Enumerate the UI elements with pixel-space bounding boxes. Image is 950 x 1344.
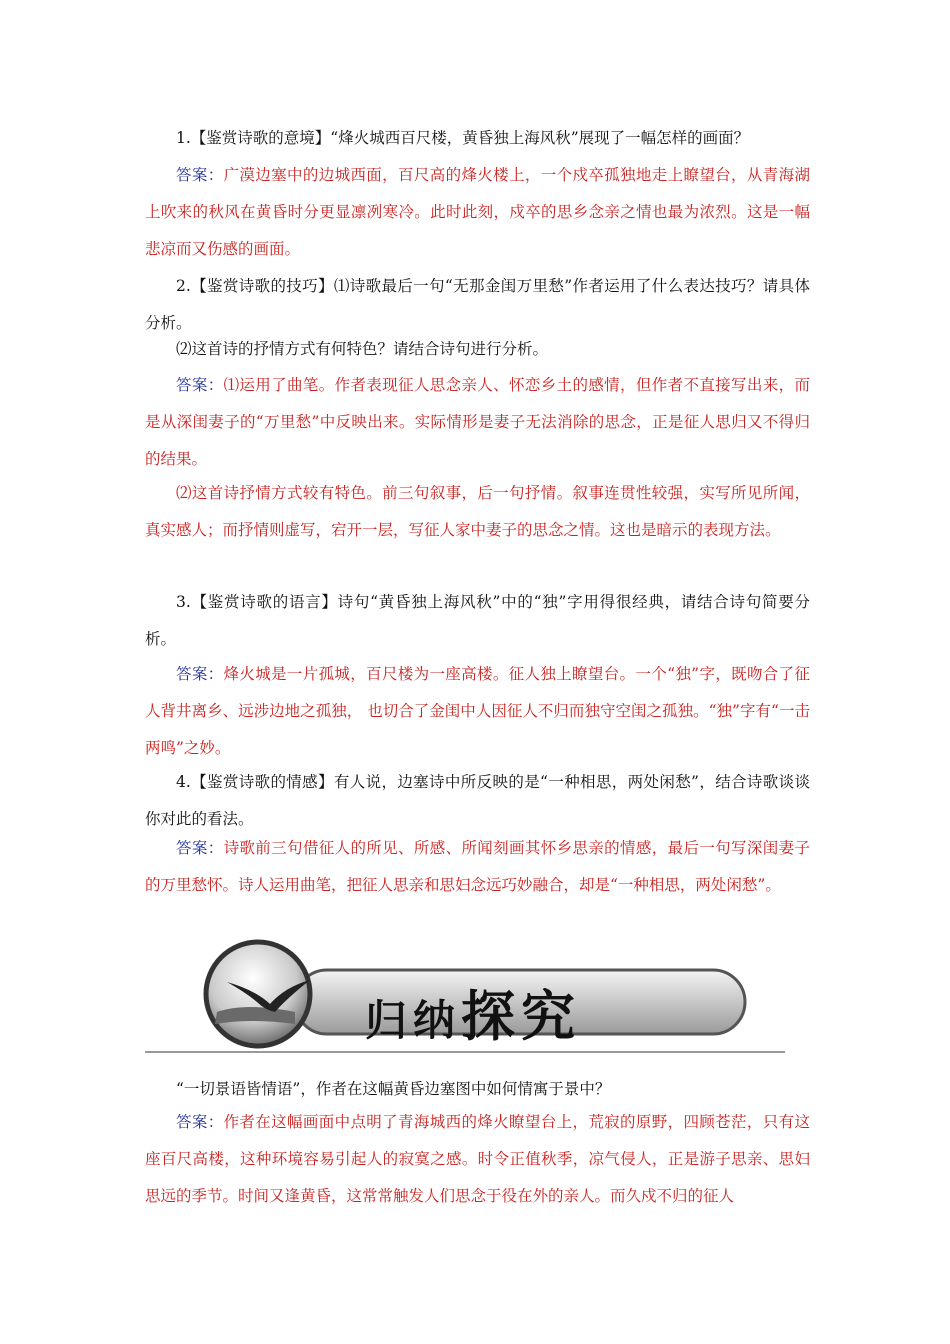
- section-title-a: 归纳: [365, 996, 462, 1045]
- answer-text: ⑴运用了曲笔。作者表现征人思念亲人、怀恋乡土的感情，但作者不直接写出来，而是从深闺妻子的“万里愁”中反映出来。实际情形是妻子无法消除的思念，正是征人思归又不得归的结果。: [145, 376, 810, 468]
- answer-text: 诗歌前三句借征人的所见、所感、所闻刻画其怀乡思亲的情感，最后一句写深闺妻子的万里愁怀。诗人运用曲笔，把征人思亲和思妇念远巧妙融合，却是“一种相思，两处闲愁”。: [145, 839, 810, 894]
- answer-text: 作者在这幅画面中点明了青海城西的烽火瞭望台上，荒寂的原野，四顾苍茫，只有这座百尺高楼，这种环境容易引起人的寂寞之感。时令正值秋季，凉气侵人，正是游子思亲、思妇思远的季节。时间又逢黄昏，这常常触发人们思念于役在外的亲人。而久戍不归的征人: [145, 1113, 810, 1205]
- question-2: 2.【鉴赏诗歌的技巧】⑴诗歌最后一句“无那金闺万里愁”作者运用了什么表达技巧？请具体分析。: [145, 277, 810, 332]
- question-2-sub: ⑵这首诗的抒情方式有何特色？请结合诗句进行分析。: [176, 340, 549, 358]
- answer-label: 答案：: [176, 1113, 224, 1131]
- answer-2b: ⑵这首诗抒情方式较有特色。前三句叙事，后一句抒情。叙事连贯性较强，实写所见所闻，真实感人；而抒情则虚写，宕开一层，写征人家中妻子的思念之情。这也是暗示的表现方法。: [145, 484, 810, 539]
- final-answer: [145, 1104, 810, 1215]
- answer-2a: [145, 367, 810, 478]
- answer-text: 广漠边塞中的边城西面，百尺高的烽火楼上，一个戍卒孤独地走上瞭望台，从青海湖上吹来的秋风在黄昏时分更显凛冽寒冷。此时此刻，戍卒的思乡念亲之情也最为浓烈。这是一幅悲凉而又伤感的画面。: [145, 166, 810, 258]
- answer-4: [145, 830, 810, 904]
- answer-text: 烽火城是一片孤城，百尺楼为一座高楼。征人独上瞭望台。一个“独”字，既吻合了征人背井离乡、远涉边地之孤独， 也切合了金闺中人因征人不归而独守空闺之孤独。“独”字有“一击两鸣”之妙。: [145, 665, 810, 757]
- answer-3: [145, 656, 810, 767]
- answer-label: 答案：: [176, 665, 224, 683]
- answer-label: 答案：: [176, 839, 224, 857]
- question-4: 4.【鉴赏诗歌的情感】有人说，边塞诗中所反映的是“一种相思，两处闲愁”，结合诗歌谈谈你对此的看法。: [145, 773, 810, 828]
- answer-label: 答案：: [176, 376, 224, 394]
- answer-label: 答案：: [176, 166, 224, 184]
- question-1: 1.【鉴赏诗歌的意境】“烽火城西百尺楼，黄昏独上海风秋”展现了一幅怎样的画面？: [176, 129, 750, 147]
- section-title: [365, 974, 581, 1051]
- answer-1: [145, 157, 810, 268]
- section-banner: [145, 932, 795, 1056]
- section-title-b: 探究: [461, 984, 582, 1048]
- final-question: “一切景语皆情语”，作者在这幅黄昏边塞图中如何情寓于景中？: [176, 1080, 611, 1098]
- question-3: 3.【鉴赏诗歌的语言】诗句“黄昏独上海风秋”中的“独”字用得很经典，请结合诗句简要分析。: [145, 593, 810, 648]
